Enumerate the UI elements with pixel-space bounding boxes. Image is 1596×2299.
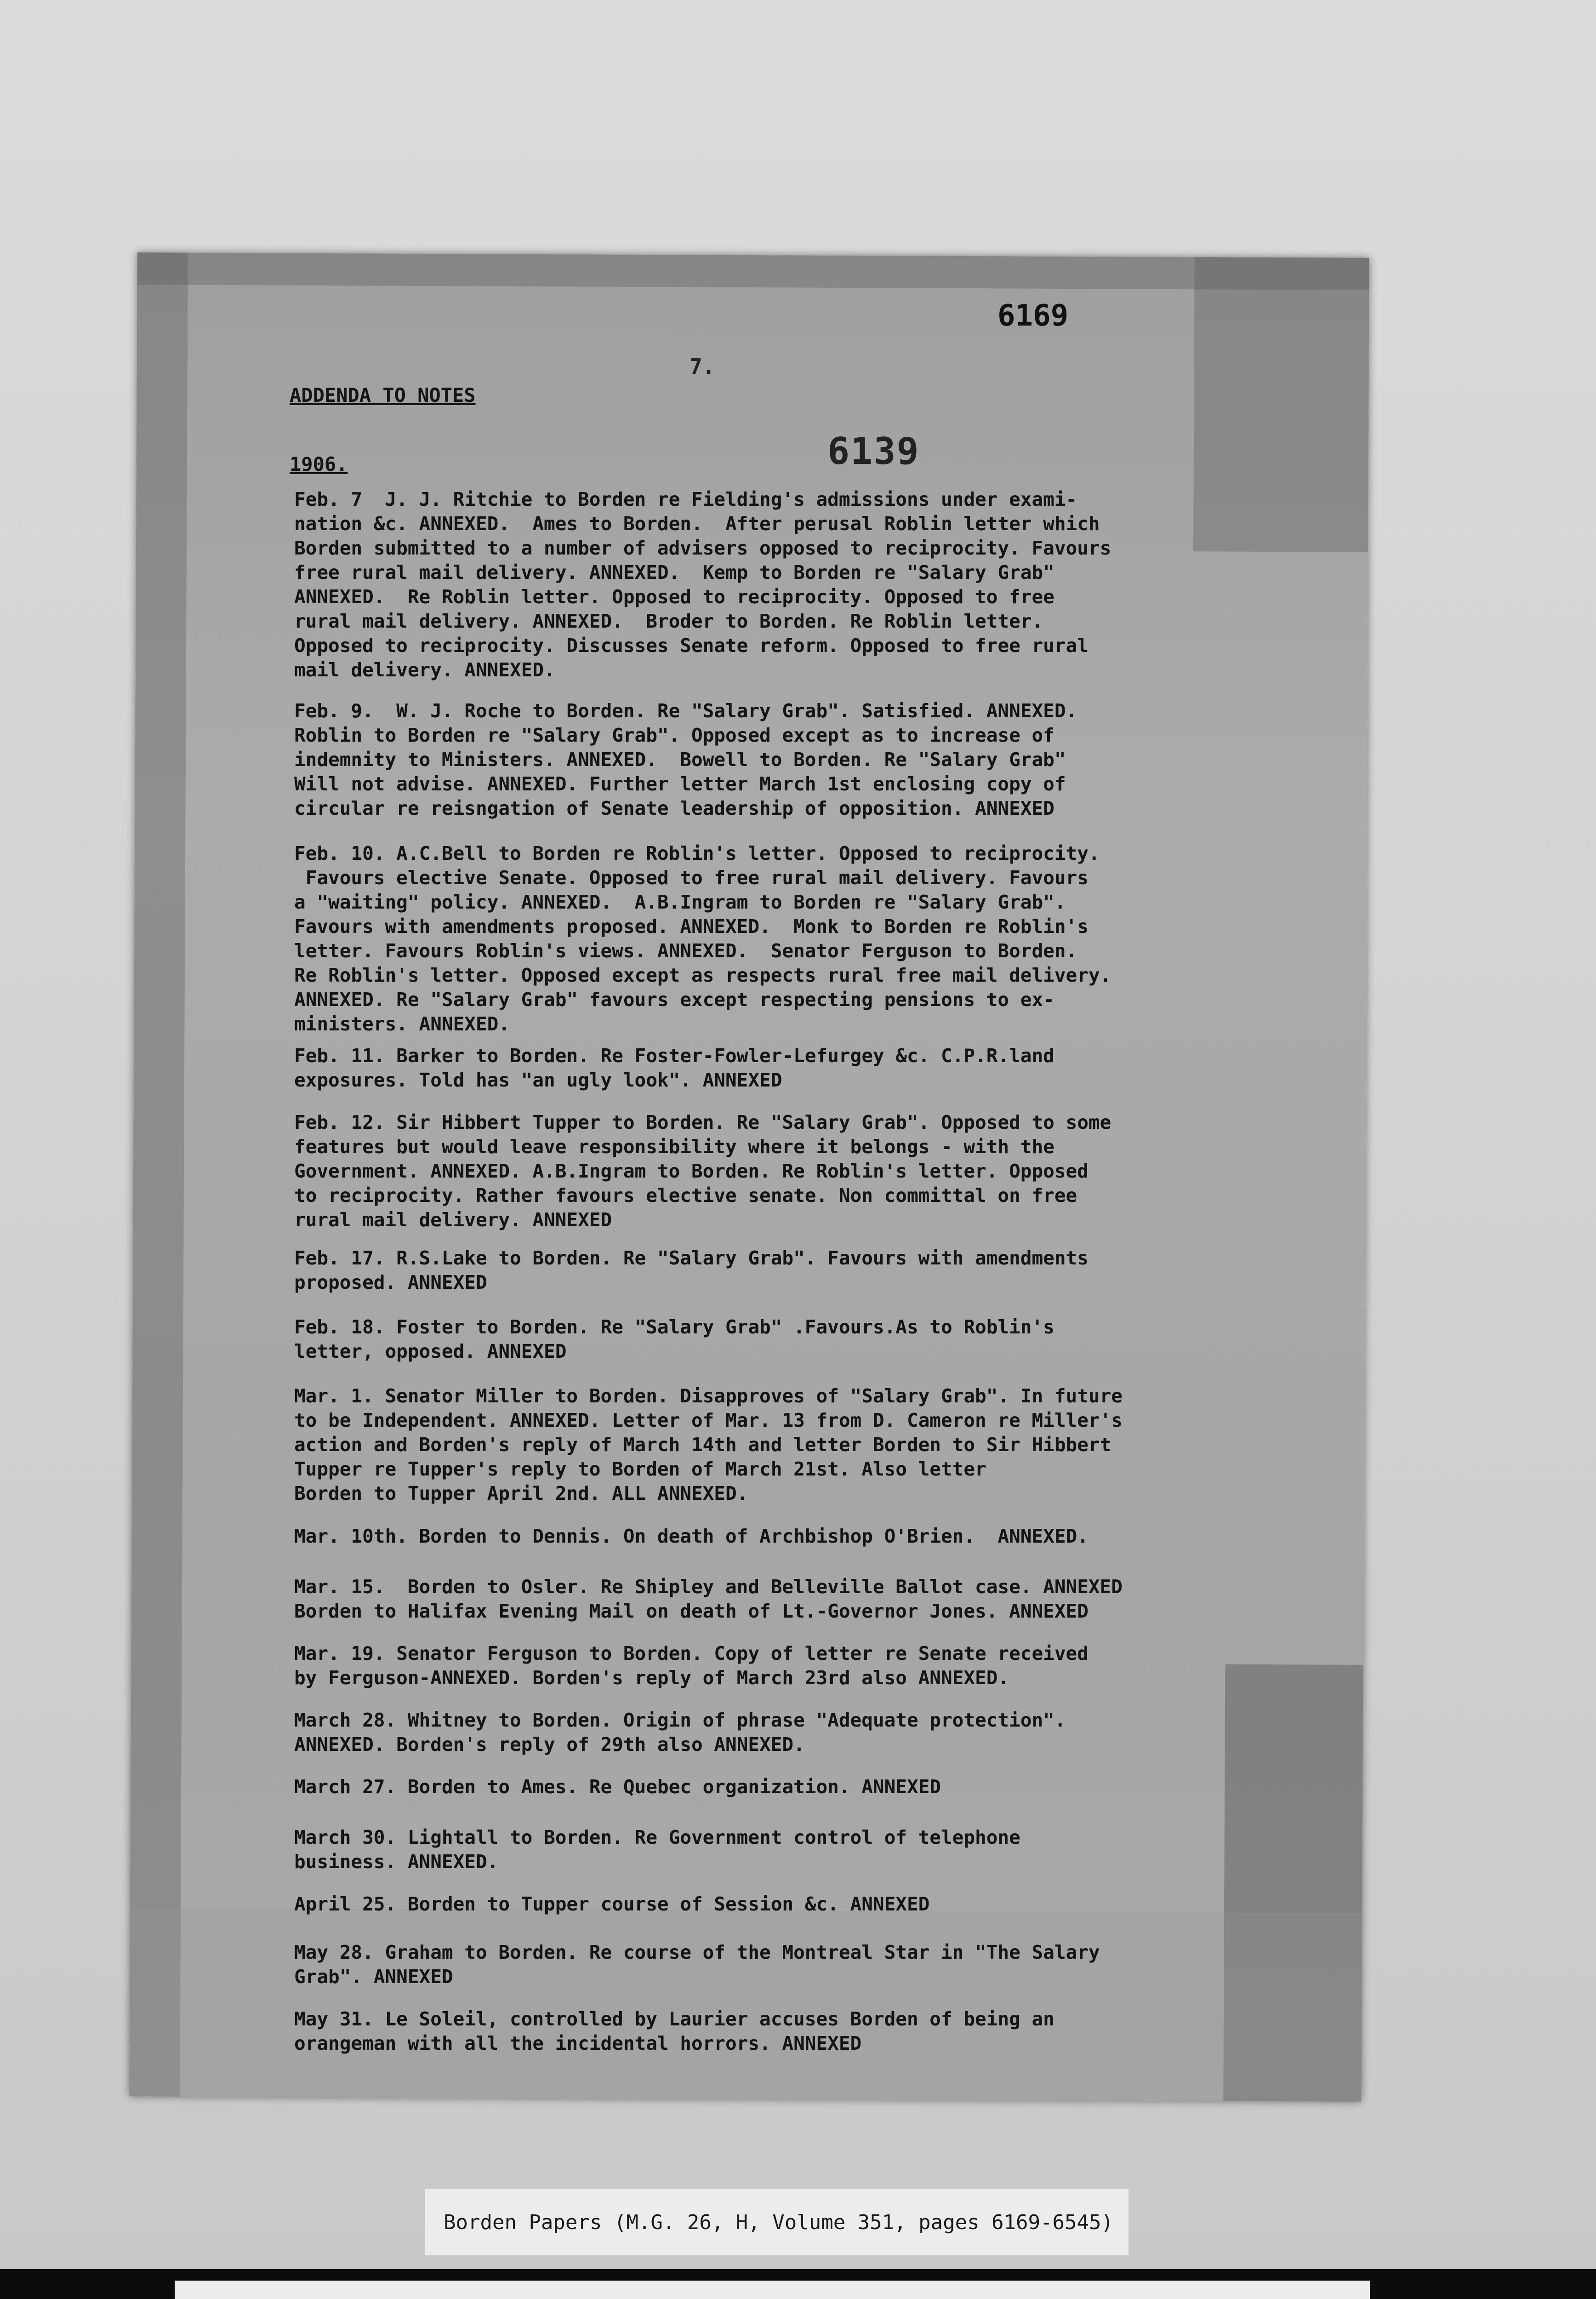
tape-bottom bbox=[129, 1908, 1362, 2102]
entry-mar-15: Mar. 15. Borden to Osler. Re Shipley and Belleville Ballot case. ANNEXED Borden to Halifax Evening Mail on death of Lt.-Governor Jones. ANNEXED bbox=[294, 1576, 1123, 1622]
document-heading: ADDENDA TO NOTES bbox=[290, 384, 476, 406]
entry-feb-9: Feb. 9. W. J. Roche to Borden. Re "Salary Grab". Satisfied. ANNEXED. Roblin to Borden re "Salary Grab". Opposed except as to increase of indemnity to Ministers. ANNEXED. Bowell to Borden. Re "Salary Grab" Will not advise. ANNEXED. Further letter March 1st enclosing copy of circular re reisngation of Senate leadership of opposition. ANNEXED bbox=[294, 700, 1077, 819]
year-heading: 1906. bbox=[290, 453, 348, 475]
collection-label bbox=[425, 2189, 1129, 2255]
entry-mar-10: Mar. 10th. Borden to Dennis. On death of Archbishop O'Brien. ANNEXED. bbox=[294, 1525, 1089, 1547]
collection-label-text: Borden Papers (M.G. 26, H, Volume 351, pages 6169-6545) bbox=[444, 2211, 1113, 2234]
entry-feb-10: Feb. 10. A.C.Bell to Borden re Roblin's letter. Opposed to reciprocity. Favours elective Senate. Opposed to free rural mail delivery. Favours a "waiting" policy. ANNEXED. A.B.Ingram to Borden re "Salary Grab". Favours with amendments proposed. ANNEXED. Monk to Borden re Roblin's letter. Favours Roblin's views. ANNEXED. Senator Ferguson to Borden. Re Roblin's letter. Opposed except as respects rural free mail delivery. ANNEXED. Re "Salary Grab" favours except respecting pensions to ex- ministers. ANNEXED. bbox=[294, 842, 1112, 1035]
entry-april-25: April 25. Borden to Tupper course of Session &c. ANNEXED bbox=[294, 1893, 930, 1915]
entry-march-30: March 30. Lightall to Borden. Re Government control of telephone business. ANNEXED. bbox=[294, 1826, 1020, 1873]
tape-top bbox=[137, 252, 1369, 290]
entry-feb-11: Feb. 11. Barker to Borden. Re Foster-Fowler-Lefurgey &c. C.P.R.land exposures. Told has "an ugly look". ANNEXED bbox=[294, 1045, 1054, 1091]
tape-left bbox=[129, 252, 188, 2096]
entry-feb-17: Feb. 17. R.S.Lake to Borden. Re "Salary Grab". Favours with amendments proposed. ANNEXED bbox=[294, 1247, 1089, 1293]
entry-feb-7: Feb. 7 J. J. Ritchie to Borden re Fielding's admissions under exami- nation &c. ANNEXED. Ames to Borden. After perusal Roblin letter which Borden submitted to a number of advisers opposed to reciprocity. Favours free rural mail delivery. ANNEXED. Kemp to Borden re "Salary Grab" ANNEXED. Re Roblin letter. Opposed to reciprocity. Opposed to free rural mail delivery. ANNEXED. Broder to Borden. Re Roblin letter. Opposed to reciprocity. Discusses Senate reform. Opposed to free rural mail delivery. ANNEXED. bbox=[294, 488, 1112, 681]
archives-banner bbox=[175, 2281, 1370, 2299]
page-number: 6169 bbox=[998, 299, 1069, 333]
entry-march-28: March 28. Whitney to Borden. Origin of phrase "Adequate protection". ANNEXED. Borden's reply of 29th also ANNEXED. bbox=[294, 1709, 1066, 1756]
stamped-number: 6139 bbox=[827, 430, 920, 473]
entry-may-31: May 31. Le Soleil, controlled by Laurier accuses Borden of being an orangeman with all the incidental horrors. ANNEXED bbox=[294, 2008, 1054, 2054]
entry-march-27: March 27. Borden to Ames. Re Quebec organization. ANNEXED bbox=[294, 1776, 941, 1798]
entry-mar-19: Mar. 19. Senator Ferguson to Borden. Copy of letter re Senate received by Ferguson-ANNEXED. Borden's reply of March 23rd also ANNEXED. bbox=[294, 1642, 1089, 1689]
sheet-number: 7. bbox=[690, 354, 715, 379]
entry-feb-12: Feb. 12. Sir Hibbert Tupper to Borden. Re "Salary Grab". Opposed to some features but would leave responsibility where it belongs - with the Government. ANNEXED. A.B.Ingram to Borden. Re Roblin's letter. Opposed to reciprocity. Rather favours elective senate. Non committal on free rural mail delivery. ANNEXED bbox=[294, 1111, 1112, 1231]
entry-may-28: May 28. Graham to Borden. Re course of the Montreal Star in "The Salary Grab". ANNEXED bbox=[294, 1941, 1100, 1988]
entry-feb-18: Feb. 18. Foster to Borden. Re "Salary Grab" .Favours.As to Roblin's letter, opposed. ANNEXED bbox=[294, 1316, 1054, 1362]
entry-mar-1: Mar. 1. Senator Miller to Borden. Disapproves of "Salary Grab". In future to be Independent. ANNEXED. Letter of Mar. 13 from D. Cameron re Miller's action and Borden's reply of March 14th and letter Borden to Sir Hibbert Tupper re Tupper's reply to Borden of March 21st. Also letter Borden to Tupper April 2nd. ALL ANNEXED. bbox=[294, 1385, 1123, 1504]
